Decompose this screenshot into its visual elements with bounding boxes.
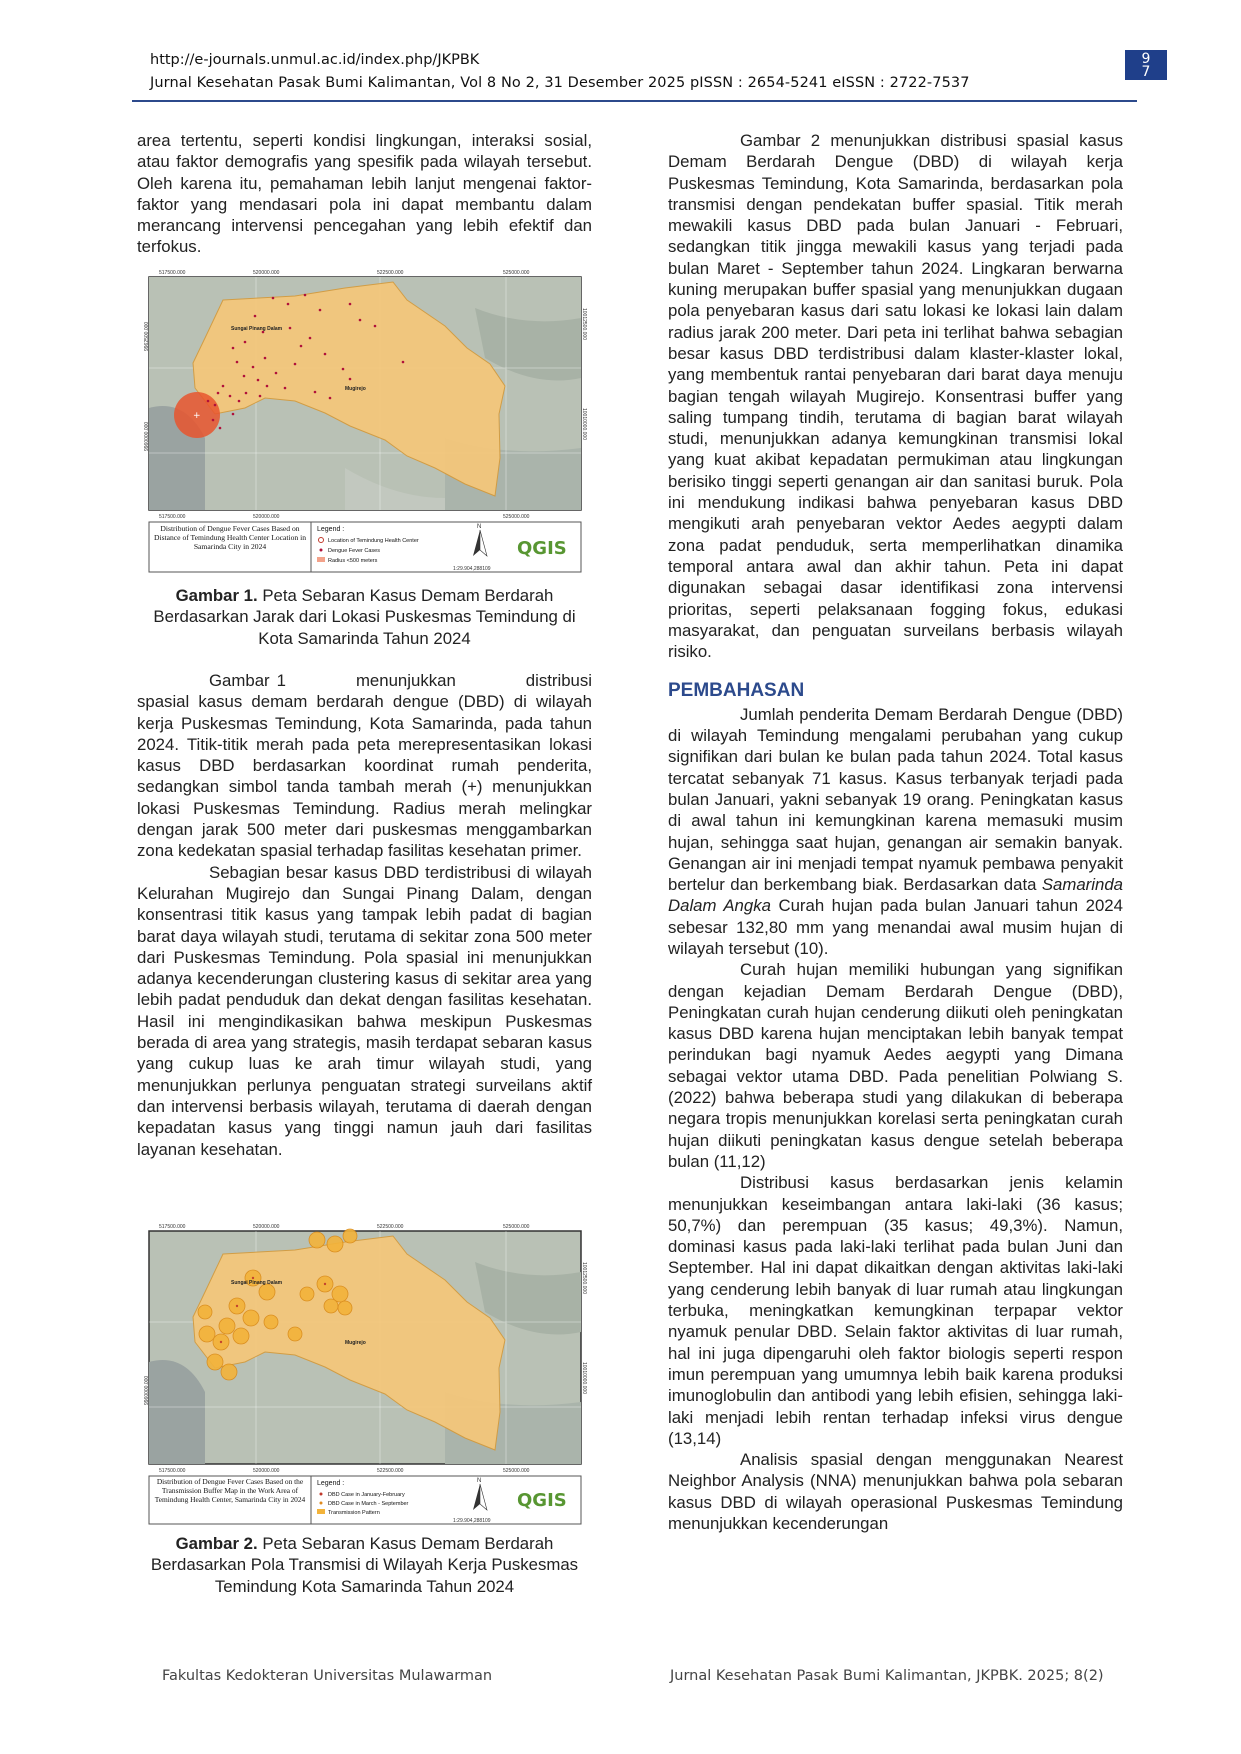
left-intro: [137, 130, 592, 258]
header-divider: [132, 100, 1137, 102]
figure-2-map: [145, 1222, 587, 1527]
fig2-grid-bottom-3: 522500.000: [377, 1468, 404, 1474]
fig2-label-mugirejo: Mugirejo: [345, 1340, 366, 1346]
figure-1-map: [145, 268, 587, 578]
fig1-grid-top-2: 520000.000: [253, 270, 280, 276]
paragraph-distribution: Sebagian besar kasus DBD terdistribusi di wilayah Kelurahan Mugirejo dan Sungai Pinang Dalam, dengan konsentrasi titik kasus yang tampak lebih padat di bagian barat daya wilayah studi, terutama di sekitar zona 500 meter dari Puskesmas Temindung. Pola spasial ini menunjukkan adanya kecenderungan clustering kasus di sekitar area yang lebih padat penduduk dan dekat dengan fasilitas kesehatan. Hasil ini mengindikasikan bahwa meskipun Puskesmas berada di area yang strategis, masih terdapat sebaran kasus yang cukup luas ke arah timur wilayah studi, yang menunjukkan perlunya penguatan strategi surveilans aktif dan intervensi berbasis wilayah, terutama di daerah dengan kepadatan kasus yang tinggi namun jauh dari fasilitas layanan kesehatan.: [137, 862, 592, 1159]
paragraph-intro: area tertentu, seperti kondisi lingkungan, interaksi sosial, atau faktor demografis yang spesifik pada wilayah tersebut. Oleh karena itu, pemahaman lebih lanjut mengenai faktor-faktor yang mendasari pola ini dapat membantu dalam merancang intervensi pencegahan yang lebih efektif dan terfokus.: [137, 131, 592, 257]
fig1-label-mugirejo: Mugirejo: [345, 386, 366, 392]
paragraph-fig2-desc: Gambar 2 menunjukkan distribusi spasial kasus Demam Berdarah Dengue (DBD) di wilayah kerja Puskesmas Temindung, Kota Samarinda, berdasarkan pola transmisi dengan pendekatan buffer spasial. Titik merah mewakili kasus DBD pada bulan Januari - Februari, sedangkan titik jingga mewakili kasus yang terjadi pada bulan Maret - September tahun 2024. Lingkaran berwarna kuning merupakan buffer spasial yang menunjukkan dugaan pola penyebaran kasus dari satu lokasi ke lokasi lain dalam radius jarak 200 meter. Dari peta ini terlihat bahwa sebagian besar kasus DBD terdistribusi dalam klaster-klaster lokal, yang membentuk rantai penyebaran dari barat daya menuju bagian tengah wilayah Mugirejo. Konsentrasi buffer yang saling tumpang tindih, terutama di bagian barat wilayah studi, menunjukkan adanya kemungkinan transmisi lokal yang kuat akibat kepadatan permukiman atau lingkungan berisiko tinggi seperti genangan air dan sanitasi buruk. Pola ini mendukung indikasi bahwa penyebaran kasus DBD mengikuti arah penyebaran vektor Aedes aegypti dalam zona padat penduduk, serta memperlihatkan dinamika temporal antara awal dan akhir tahun. Peta ini dapat digunakan sebagai dasar identifikasi zona intervensi prioritas, seperti pelaksanaan fogging fokus, edukasi masyarakat, dan penguatan surveilans berbasis wilayah risiko.: [668, 131, 1123, 662]
caption-1-text: Peta Sebaran Kasus Demam Berdarah Berdasarkan Jarak dari Lokasi Puskesmas Temindung di Kota Samarinda Tahun 2024: [153, 586, 576, 648]
page-number-badge: 9 7: [1125, 50, 1167, 80]
fig1-grid-bottom-1: 517500.000: [159, 514, 186, 520]
fig2-grid-top-2: 520000.000: [253, 1224, 280, 1230]
caption-1-label: Gambar 1.: [175, 586, 258, 605]
paragraph-nna: Analisis spasial dengan menggunakan Nearest Neighbor Analysis (NNA) menunjukkan bahwa pola sebaran kasus DBD di wilayah operasional Puskesmas Temindung menunjukkan kecenderungan: [668, 1450, 1123, 1533]
fig2-grid-left-1: 9960000.000: [144, 1375, 150, 1405]
svg-text:N: N: [477, 1478, 482, 1484]
fig1-label-sungai: Sungai Pinang Dalam: [231, 326, 283, 332]
fig1-grid-bottom-2: 520000.000: [253, 514, 280, 520]
fig1-legend-item-1: Location of Temindung Health Center: [328, 538, 419, 544]
fig2-grid-right-2: 10010000.000: [581, 1362, 587, 1394]
fig2-grid-right-1: 10012500.000: [581, 1262, 587, 1294]
footer-left: Fakultas Kedokteran Universitas Mulawarman: [162, 1668, 493, 1684]
fig1-legend-title: Legend :: [317, 526, 345, 533]
fig2-grid-bottom-2: 520000.000: [253, 1468, 280, 1474]
fig2-legend-item-3: Transmission Pattern: [328, 1510, 380, 1516]
fig2-qgis-logo: [517, 1490, 567, 1511]
right-body: [668, 130, 1123, 1534]
pembahasan-1-part-b: Curah hujan pada bulan Januari tahun 2024 sebesar 132,80 mm yang menandai awal musim hujan di wilayah tersebut (10).: [668, 896, 1123, 958]
fig2-grid-bottom-1: 517500.000: [159, 1468, 186, 1474]
svg-text:QGIS: QGIS: [517, 538, 567, 559]
fig2-legend-item-2: DBD Case in March - September: [328, 1501, 409, 1507]
figure-2: [145, 1222, 587, 1527]
fig1-grid-top-1: 517500.000: [159, 270, 186, 276]
paragraph-gender: Distribusi kasus berdasarkan jenis kelamin menunjukkan keseimbangan antara laki-laki (36 kasus; 50,7%) dan perempuan (35 kasus; 49,3%). Namun, dominasi kasus pada laki-laki terlihat pada bulan Juni dan September. Hal ini dapat dikaitkan dengan aktivitas laki-laki yang cenderung lebih banyak di luar rumah atau lingkungan terbuka, meningkatkan kemungkinan terpapar vektor nyamuk penular DBD. Selain faktor aktivitas di luar rumah, hal ini juga dipengaruhi oleh faktor biologis seperti respon imun perempuan yang umumnya lebih baik karena produksi imunoglobulin dan antibodi yang lebih efisien, sehingga laki-laki menjadi lebih rentan terhadap infeksi virus dengue (13,14): [668, 1173, 1123, 1448]
fig2-grid-top-4: 525000.000: [503, 1224, 530, 1230]
fig1-qgis-logo: [517, 538, 567, 559]
fig1-title-box: Distribution of Dengue Fever Cases Based on Distance of Temindung Health Center Location in Samarinda City in 2024: [153, 524, 306, 551]
fig1-grid-left-1: 9962500.000: [144, 321, 150, 351]
header-journal-info: Jurnal Kesehatan Pasak Bumi Kalimantan, Vol 8 No 2, 31 Desember 2025 pISSN : 2654-5241 eISSN : 2722-7537: [150, 75, 970, 91]
figure-2-caption: [137, 1533, 592, 1597]
fig2-scale: 1:29.904,288109: [453, 1518, 491, 1524]
fig2-legend-title: Legend :: [317, 1480, 345, 1487]
svg-text:N: N: [477, 524, 482, 530]
fig2-grid-top-1: 517500.000: [159, 1224, 186, 1230]
svg-text:QGIS: QGIS: [517, 1490, 567, 1511]
fig1-grid-right-2: 10010000.000: [581, 408, 587, 440]
fig1-grid-left-2: 9960000.000: [144, 421, 150, 451]
fig1-scale: 1:29.904,288109: [453, 566, 491, 572]
paragraph-fig1-desc: Gambar 1 menunjukkan distribusi spasial kasus demam berdarah dengue (DBD) di wilayah kerja Puskesmas Temindung, Kota Samarinda, pada tahun 2024. Titik-titik merah pada peta merepresentasikan lokasi kasus DBD berdasarkan koordinat rumah penderita, sedangkan simbol tanda tambah merah (+) menunjukkan lokasi Puskesmas Temindung. Radius merah melingkar dengan jarak 500 meter dari puskesmas menggambarkan zona kedekatan spasial terhadap fasilitas kesehatan primer.: [137, 671, 597, 861]
fig2-grid-bottom-4: 525000.000: [503, 1468, 530, 1474]
figure-1-caption: [137, 585, 592, 649]
paragraph-pembahasan-1: [668, 704, 1123, 960]
fig1-grid-top-3: 522500.000: [377, 270, 404, 276]
fig2-grid-top-3: 522500.000: [377, 1224, 404, 1230]
footer-right: Jurnal Kesehatan Pasak Bumi Kalimantan, JKPBK. 2025; 8(2): [670, 1668, 1104, 1684]
fig1-legend-item-2: Dengue Fever Cases: [328, 548, 380, 554]
left-body: [137, 670, 597, 1160]
figure-1: [145, 268, 587, 578]
fig2-legend-item-1: DBD Case in January-February: [328, 1492, 405, 1498]
svg-text:+: +: [193, 411, 201, 421]
fig1-legend-item-3: Radius <500 meters: [328, 558, 378, 564]
caption-2-label: Gambar 2.: [175, 1534, 258, 1553]
fig2-title-box: Distribution of Dengue Fever Cases Based on the Transmission Buffer Map in the Work Area of Temindung Health Center, Samarinda City in 2024: [154, 1477, 306, 1504]
header-url[interactable]: http://e-journals.unmul.ac.id/index.php/JKPBK: [150, 52, 480, 68]
pembahasan-1-italic: Samarinda Dalam Angka: [668, 875, 1123, 916]
fig1-grid-right-1: 10012500.000: [581, 308, 587, 340]
paragraph-rainfall: Curah hujan memiliki hubungan yang signifikan dengan kejadian Demam Berdarah Dengue (DBD), Peningkatan curah hujan cenderung diikuti oleh peningkatan kasus DBD karena hujan menciptakan lebih banyak tempat perindukan bagi nyamuk Aedes aegypti yang Dimana sebagai vektor utama DBD. Pada penelitian Polwiang S. (2022) bahwa beberapa studi yang dilakukan di beberapa negara tropis menunjukkan korelasi serta peningkatan curah hujan diikuti peningkatan kasus dengue setelah beberapa bulan (11,12): [668, 960, 1123, 1171]
section-title-pembahasan: PEMBAHASAN: [668, 680, 805, 702]
fig2-label-sungai: Sungai Pinang Dalam: [231, 1280, 283, 1286]
pembahasan-1-part-a: Jumlah penderita Demam Berdarah Dengue (DBD) di wilayah Temindung mengalami perubahan yang cukup signifikan dari bulan ke bulan pada tahun 2024. Total kasus tercatat sebanyak 71 kasus. Kasus terbanyak terjadi pada bulan Januari, yakni sebanyak 19 orang. Peningkatan kasus di awal tahun ini kemungkinan karena memasuki musim hujan, sehingga saat hujan, genangan air semakin banyak. Genangan air ini menjadi tempat nyamuk pembawa penyakit bertelur dan berkembang biak. Berdasarkan data: [668, 704, 1123, 895]
fig1-grid-bottom-4: 525000.000: [503, 514, 530, 520]
caption-2-text: Peta Sebaran Kasus Demam Berdarah Berdasarkan Pola Transmisi di Wilayah Kerja Puskesmas Temindung Kota Samarinda Tahun 2024: [150, 1534, 579, 1596]
fig1-grid-top-4: 525000.000: [503, 270, 530, 276]
